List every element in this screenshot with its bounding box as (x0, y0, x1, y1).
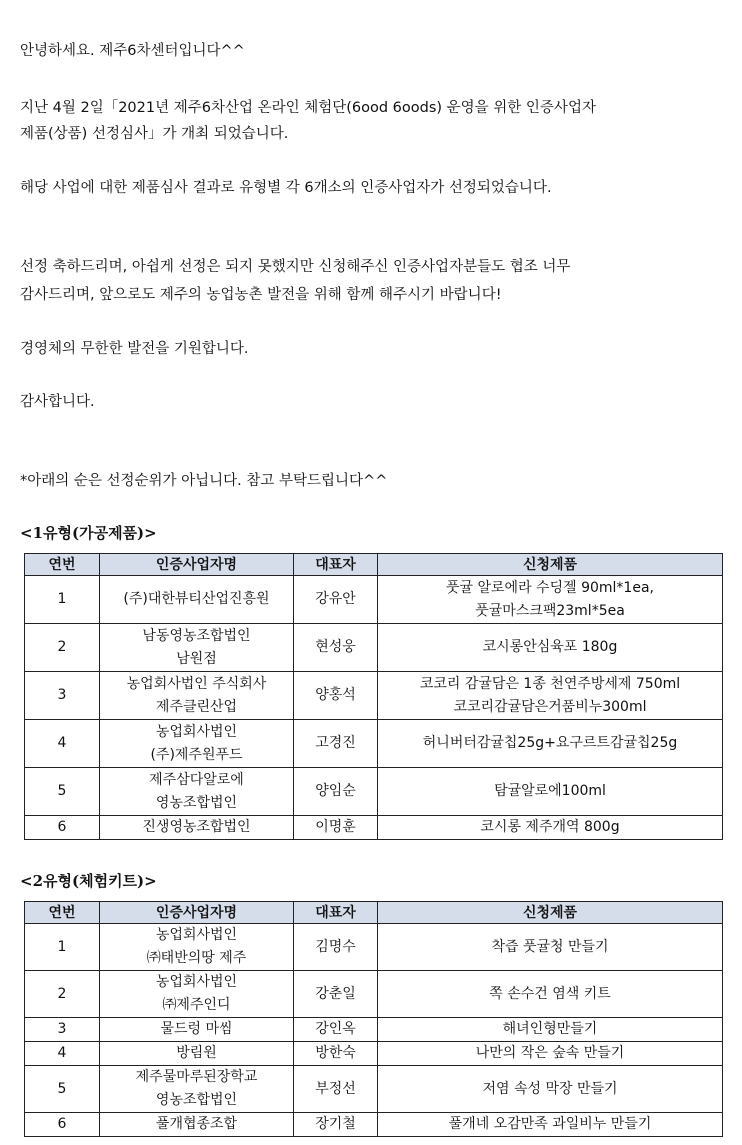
column-header-company: 인증사업자명 (100, 554, 294, 576)
wish-text: 경영체의 무한한 발전을 기원합니다. (20, 341, 249, 357)
cell-product-line: 착즙 풋귤청 만들기 (491, 938, 609, 955)
cell-no: 2 (25, 971, 100, 1018)
type1-table (24, 553, 723, 840)
cell-representative: 고경진 (294, 720, 378, 768)
cell-no: 5 (25, 1066, 100, 1113)
cell-company (100, 971, 294, 1018)
cell-representative: 이명훈 (294, 816, 378, 840)
column-header-no: 연번 (25, 902, 100, 924)
cell-product-line: 코코리감귤담은거품비누300ml (453, 698, 647, 715)
cell-no: 6 (25, 816, 100, 840)
cell-representative: 방한숙 (294, 1042, 378, 1066)
cell-product (378, 672, 723, 720)
table-row (25, 624, 723, 672)
cell-no: 1 (25, 924, 100, 971)
cell-company-line: 제주물마루된장학교 (135, 1069, 258, 1085)
cell-representative: 강유안 (294, 576, 378, 624)
cell-product-line: 코시롱 제주개역 800g (480, 819, 620, 835)
cell-company-line: 방림원 (176, 1045, 217, 1061)
cell-product (378, 816, 723, 840)
cell-product (378, 768, 723, 816)
cell-company (100, 816, 294, 840)
cell-no: 1 (25, 576, 100, 624)
cell-company-line: 농업회사법인 (155, 974, 238, 990)
cell-product-line: 쪽 손수건 염색 키트 (489, 985, 611, 1002)
cell-product-line: 해녀인형만들기 (502, 1021, 598, 1037)
cell-product (378, 576, 723, 624)
cell-company-line: ㈜태반의땅 제주 (146, 950, 247, 966)
cell-company-line: 영농조합법인 (155, 1092, 238, 1108)
cell-company-line: (주)제주원푸드 (150, 746, 243, 763)
cell-company-line: 농업회사법인 (155, 723, 238, 740)
cell-representative: 현성웅 (294, 624, 378, 672)
column-header-representative: 대표자 (294, 554, 378, 576)
cell-representative: 양홍석 (294, 672, 378, 720)
cell-company-line: 진생영농조합법인 (142, 819, 251, 835)
cell-company-line: 영농조합법인 (155, 794, 238, 811)
cell-company-line: 남동영농조합법인 (142, 627, 251, 644)
cell-company (100, 672, 294, 720)
cell-product-line: 저염 속성 막장 만들기 (482, 1080, 618, 1097)
cell-product (378, 1066, 723, 1113)
cell-company (100, 576, 294, 624)
type1-title: <1유형(가공제품)> (20, 524, 157, 542)
cell-product (378, 924, 723, 971)
cell-company-line: 물드렁 마씸 (160, 1021, 233, 1037)
type2-title: <2유형(체험키트)> (20, 872, 157, 890)
table-row (25, 672, 723, 720)
cell-company (100, 1018, 294, 1042)
cell-product (378, 1018, 723, 1042)
note-text: *아래의 순은 선정순위가 아닙니다. 참고 부탁드립니다^^ (20, 473, 388, 489)
cell-product-line: 풋귤마스크팩23ml*5ea (475, 602, 625, 619)
cell-company (100, 1066, 294, 1113)
table-row (25, 924, 723, 971)
cell-no: 5 (25, 768, 100, 816)
cell-representative: 양임순 (294, 768, 378, 816)
column-header-representative: 대표자 (294, 902, 378, 924)
cell-product-line: 풀개네 오감만족 과일비누 만들기 (448, 1116, 652, 1132)
result-text: 해당 사업에 대한 제품심사 결과로 유형별 각 6개소의 인증사업자가 선정되었습니다. (20, 180, 552, 196)
cell-no: 4 (25, 720, 100, 768)
cell-product (378, 1042, 723, 1066)
cell-company (100, 1113, 294, 1137)
cell-product-line: 코시롱안심육포 180g (482, 639, 618, 655)
cell-company-line: (주)대한뷰티산업진흥원 (123, 591, 270, 607)
cell-company-line: 풀개협종조합 (155, 1116, 238, 1132)
cell-company-line: 제주클린산업 (155, 698, 238, 715)
cell-company-line: 남원점 (176, 650, 217, 667)
cell-product (378, 1113, 723, 1137)
type2-table (24, 901, 723, 1137)
table-row (25, 1018, 723, 1042)
notice-text-line1: 지난 4월 2일「2021년 제주6차산업 온라인 체험단(6ood 6oods) 운영을 위한 인증사업자 (20, 100, 596, 116)
table-row (25, 971, 723, 1018)
table-row (25, 720, 723, 768)
column-header-no: 연번 (25, 554, 100, 576)
greeting-text: 안녕하세요. 제주6차센터입니다^^ (20, 43, 245, 59)
cell-no: 4 (25, 1042, 100, 1066)
table-row (25, 576, 723, 624)
cell-product (378, 971, 723, 1018)
cell-company-line: ㈜제주인디 (162, 997, 231, 1013)
thanks-text-line2: 감사드리며, 앞으로도 제주의 농업농촌 발전을 위해 함께 해주시기 바랍니다! (20, 287, 502, 303)
cell-company (100, 768, 294, 816)
column-header-company: 인증사업자명 (100, 902, 294, 924)
table-row (25, 1113, 723, 1137)
cell-representative: 강춘일 (294, 971, 378, 1018)
column-header-product: 신청제품 (378, 902, 723, 924)
cell-representative: 부정선 (294, 1066, 378, 1113)
thanks-text-line1: 선정 축하드리며, 아쉽게 선정은 되지 못했지만 신청해주신 인증사업자분들도 협조 너무 (20, 259, 571, 275)
cell-company (100, 1042, 294, 1066)
cell-product-line: 풋귤 알로에라 수딩젤 90ml*1ea, (446, 579, 654, 596)
cell-representative: 김명수 (294, 924, 378, 971)
cell-no: 3 (25, 672, 100, 720)
table-row (25, 816, 723, 840)
table-row (25, 768, 723, 816)
cell-representative: 강인옥 (294, 1018, 378, 1042)
cell-no: 6 (25, 1113, 100, 1137)
cell-company (100, 924, 294, 971)
table-row (25, 1042, 723, 1066)
cell-product (378, 720, 723, 768)
cell-product (378, 624, 723, 672)
table-row (25, 1066, 723, 1113)
cell-company (100, 624, 294, 672)
cell-product-line: 허니버터감귤칩25g+요구르트감귤칩25g (422, 735, 678, 751)
cell-product-line: 코코리 감귤담은 1종 천연주방세제 750ml (419, 675, 681, 692)
cell-company-line: 제주삼다알로에 (149, 771, 244, 788)
cell-representative: 장기철 (294, 1113, 378, 1137)
column-header-product: 신청제품 (378, 554, 723, 576)
cell-no: 3 (25, 1018, 100, 1042)
cell-product-line: 탐귤알로에100ml (494, 783, 606, 799)
cell-product-line: 나만의 작은 숲속 만들기 (475, 1045, 625, 1061)
closing-text: 감사합니다. (20, 394, 95, 410)
cell-no: 2 (25, 624, 100, 672)
notice-text-line2: 제품(상품) 선정심사」가 개최 되었습니다. (20, 126, 289, 142)
cell-company (100, 720, 294, 768)
cell-company-line: 농업회사법인 주식회사 (126, 675, 267, 692)
cell-company-line: 농업회사법인 (155, 927, 238, 943)
